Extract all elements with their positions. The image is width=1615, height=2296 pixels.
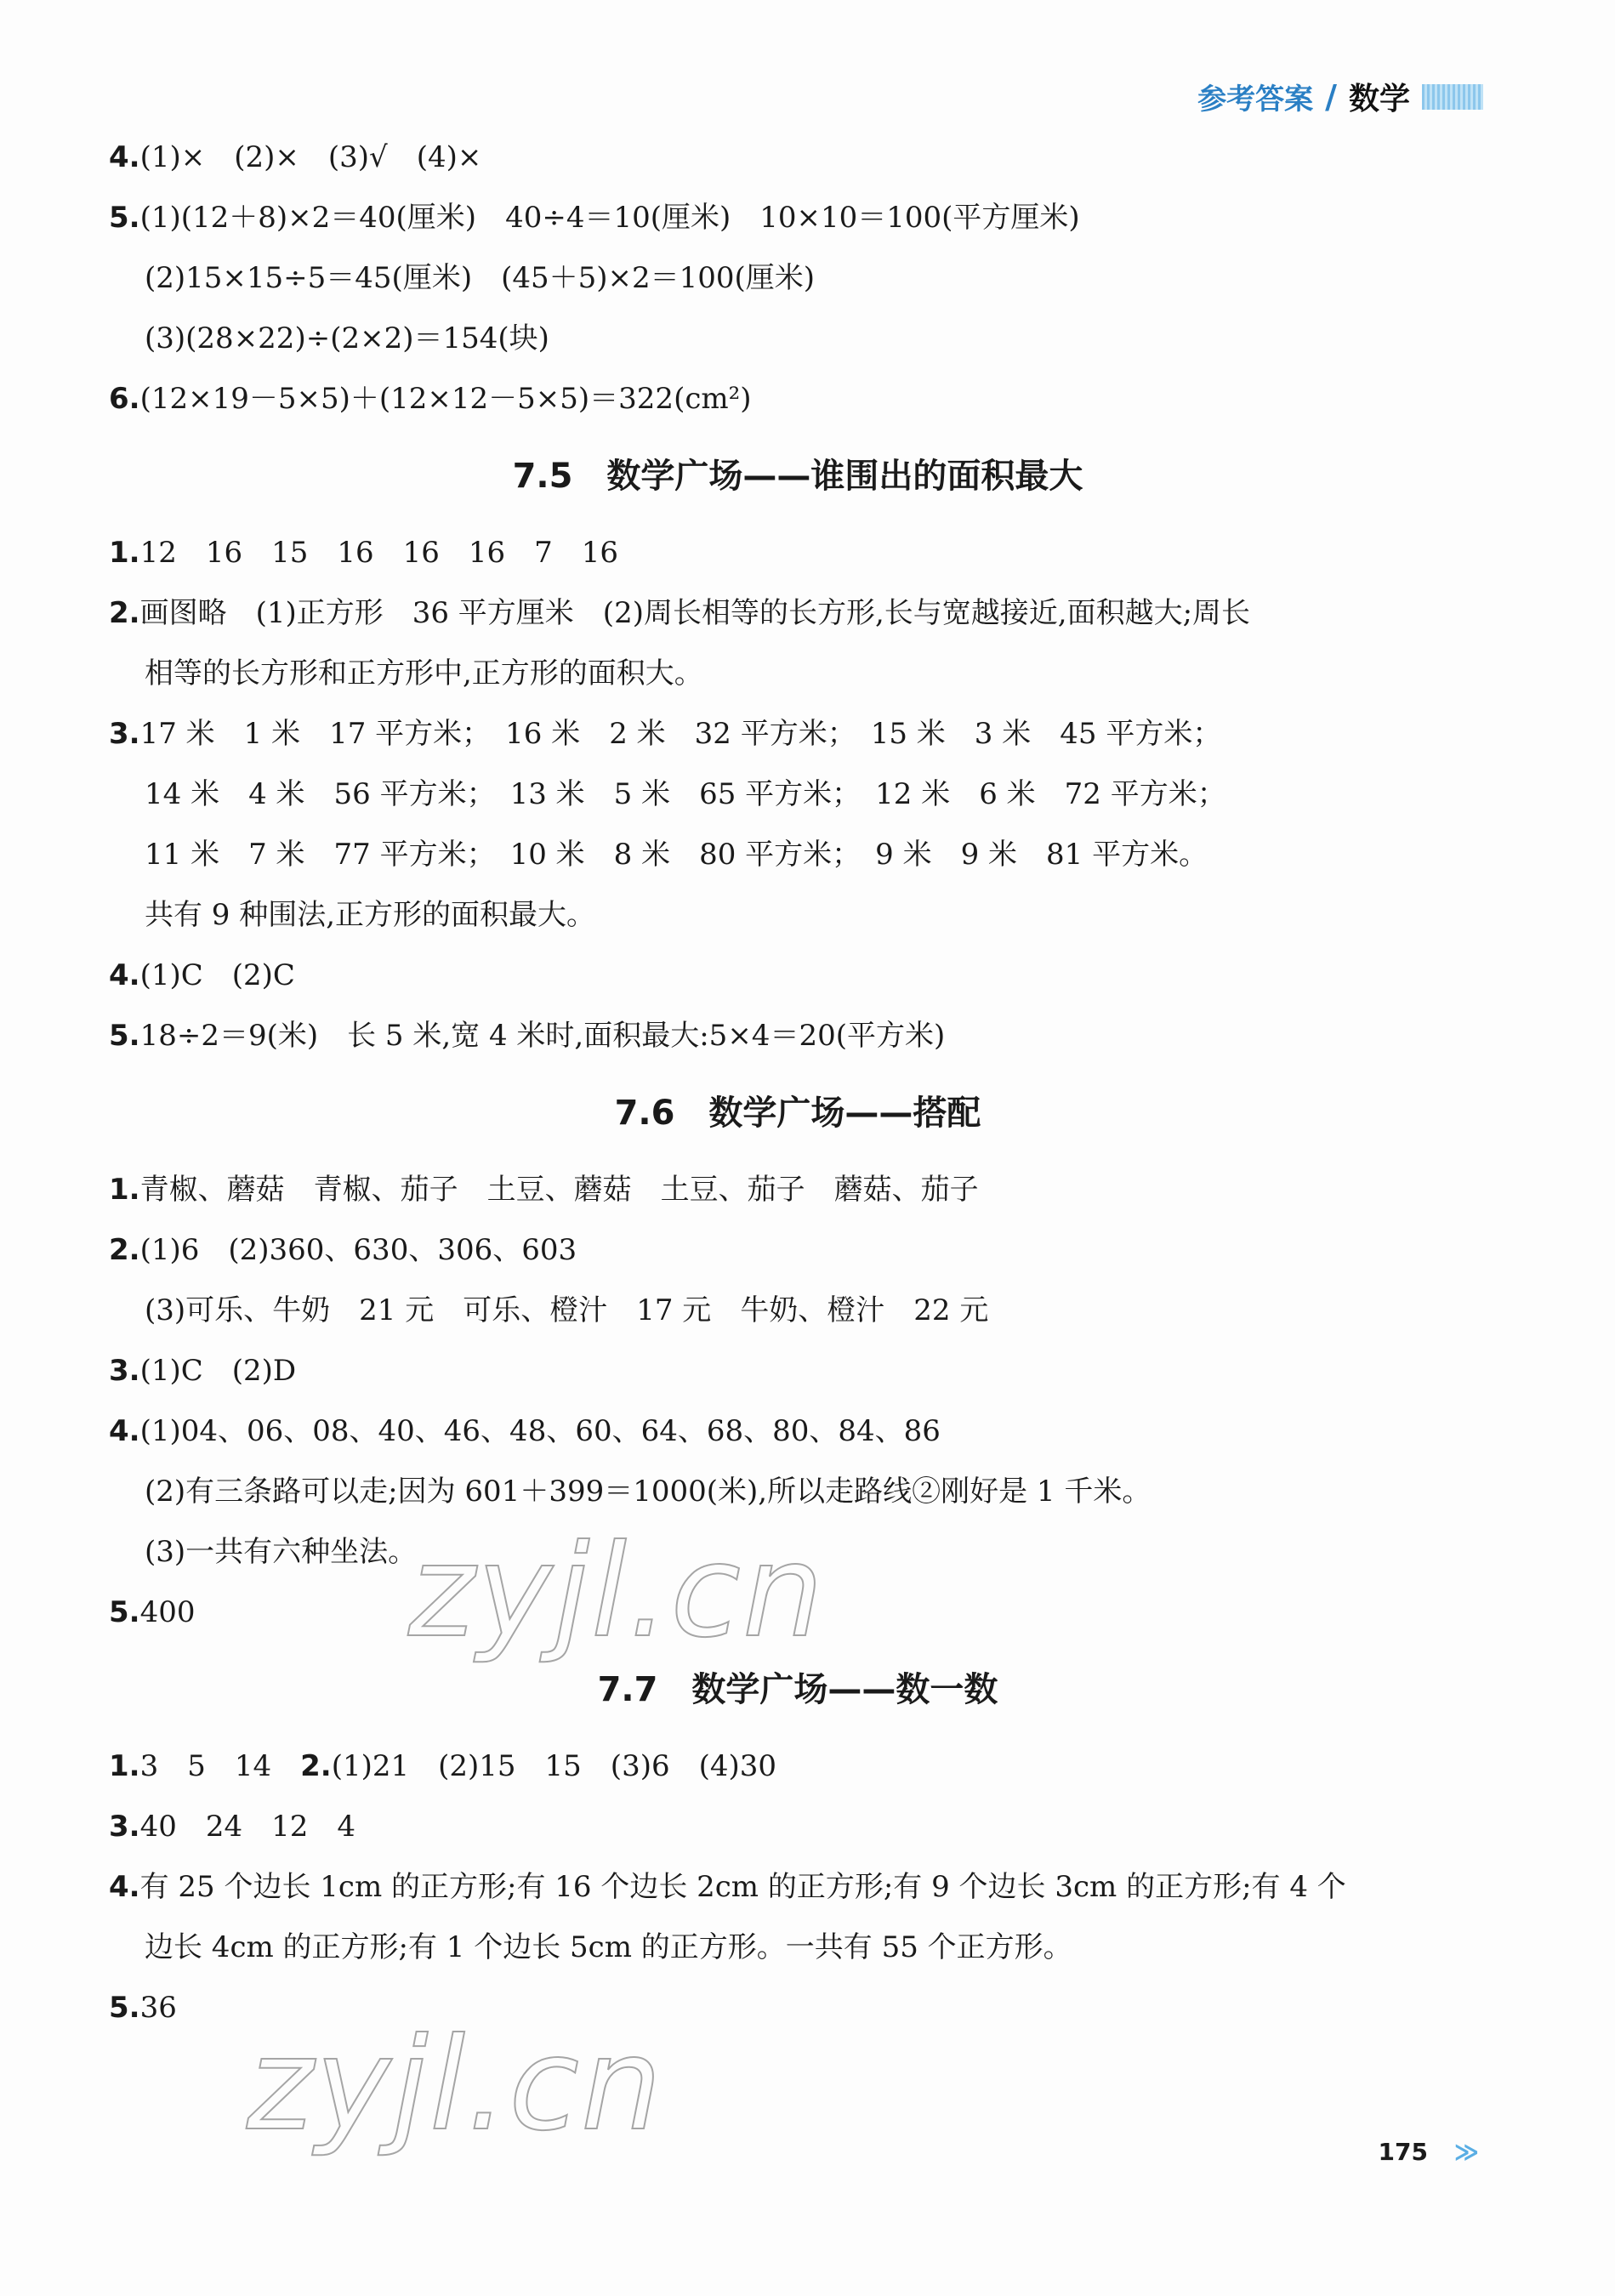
page-arrow-icon: ≫	[1453, 2138, 1479, 2166]
answer-line: 3.17 米 1 米 17 平方米； 16 米 2 米 32 平方米； 15 米 3 米 45 平方米；	[109, 717, 1222, 751]
answer-line: 5.36	[109, 1991, 177, 2025]
header-decoration-bar	[1422, 84, 1483, 110]
answer-line: 5.(1)(12＋8)×2＝40(厘米) 40÷4＝10(厘米) 10×10＝100(平方厘米)	[109, 201, 1080, 235]
answer-line: 14 米 4 米 56 平方米； 13 米 5 米 65 平方米； 12 米 6 米 72 平方米；	[145, 777, 1226, 811]
answer-line: 4.有 25 个边长 1cm 的正方形;有 16 个边长 2cm 的正方形;有 9 个边长 3cm 的正方形;有 4 个	[109, 1870, 1346, 1904]
answer-line: 1.青椒、蘑菇 青椒、茄子 土豆、蘑菇 土豆、茄子 蘑菇、茄子	[109, 1173, 979, 1207]
answer-line: 共有 9 种围法,正方形的面积最大。	[145, 898, 596, 932]
answer-line: 1.3 5 14 2.(1)21 (2)15 15 (3)6 (4)30	[109, 1749, 777, 1783]
answer-line: 3.40 24 12 4	[109, 1810, 356, 1844]
watermark: zyjl.cn	[408, 1518, 826, 1666]
section-title-7-5: 7.5 数学广场——谁围出的面积最大	[512, 457, 1083, 496]
answer-line: 边长 4cm 的正方形;有 1 个边长 5cm 的正方形。一共有 55 个正方形。	[145, 1930, 1072, 1964]
answer-line: 5.18÷2＝9(米) 长 5 米,宽 4 米时,面积最大:5×4＝20(平方米)	[109, 1019, 946, 1053]
answer-line: 4.(1)× (2)× (3)√ (4)×	[109, 140, 482, 174]
answer-line: 3.(1)C (2)D	[109, 1354, 297, 1388]
reference-answer-label: 参考答案	[1197, 82, 1314, 117]
answer-line: 6.(12×19－5×5)＋(12×12－5×5)＝322(cm²)	[109, 382, 752, 416]
answer-line: 11 米 7 米 77 平方米； 10 米 8 米 80 平方米； 9 米 9 米 81 平方米。	[145, 838, 1208, 872]
answer-line: (3)一共有六种坐法。	[145, 1535, 418, 1569]
answer-line: (3)可乐、牛奶 21 元 可乐、橙汁 17 元 牛奶、橙汁 22 元	[145, 1293, 989, 1327]
answer-line: 2.画图略 (1)正方形 36 平方厘米 (2)周长相等的长方形,长与宽越接近,面积越大;周长	[109, 596, 1251, 630]
section-title-7-6: 7.6 数学广场——搭配	[614, 1094, 981, 1133]
subject-label: 数学	[1348, 82, 1410, 117]
section-title-7-7: 7.7 数学广场——数一数	[597, 1670, 998, 1709]
page-number: 175	[1378, 2138, 1428, 2166]
answer-line: 相等的长方形和正方形中,正方形的面积大。	[145, 656, 703, 691]
answer-line: (2)15×15÷5＝45(厘米) (45＋5)×2＝100(厘米)	[145, 261, 816, 295]
answer-line: (2)有三条路可以走;因为 601＋399＝1000(米),所以走路线②刚好是 1 千米。	[145, 1475, 1152, 1509]
answer-line: 5.400	[109, 1595, 196, 1629]
watermark: zyjl.cn	[247, 2011, 664, 2159]
answer-line: 1.12 16 15 16 16 16 7 16	[109, 536, 619, 570]
answer-line: 4.(1)C (2)C	[109, 958, 295, 992]
answer-content	[109, 128, 1487, 2038]
answer-line: (3)(28×22)÷(2×2)＝154(块)	[145, 321, 549, 355]
answer-line: 2.(1)6 (2)360、630、306、603	[109, 1233, 577, 1267]
header-divider: /	[1325, 77, 1337, 116]
page-header	[1197, 75, 1483, 118]
answer-line: 4.(1)04、06、08、40、46、48、60、64、68、80、84、86	[109, 1414, 941, 1448]
